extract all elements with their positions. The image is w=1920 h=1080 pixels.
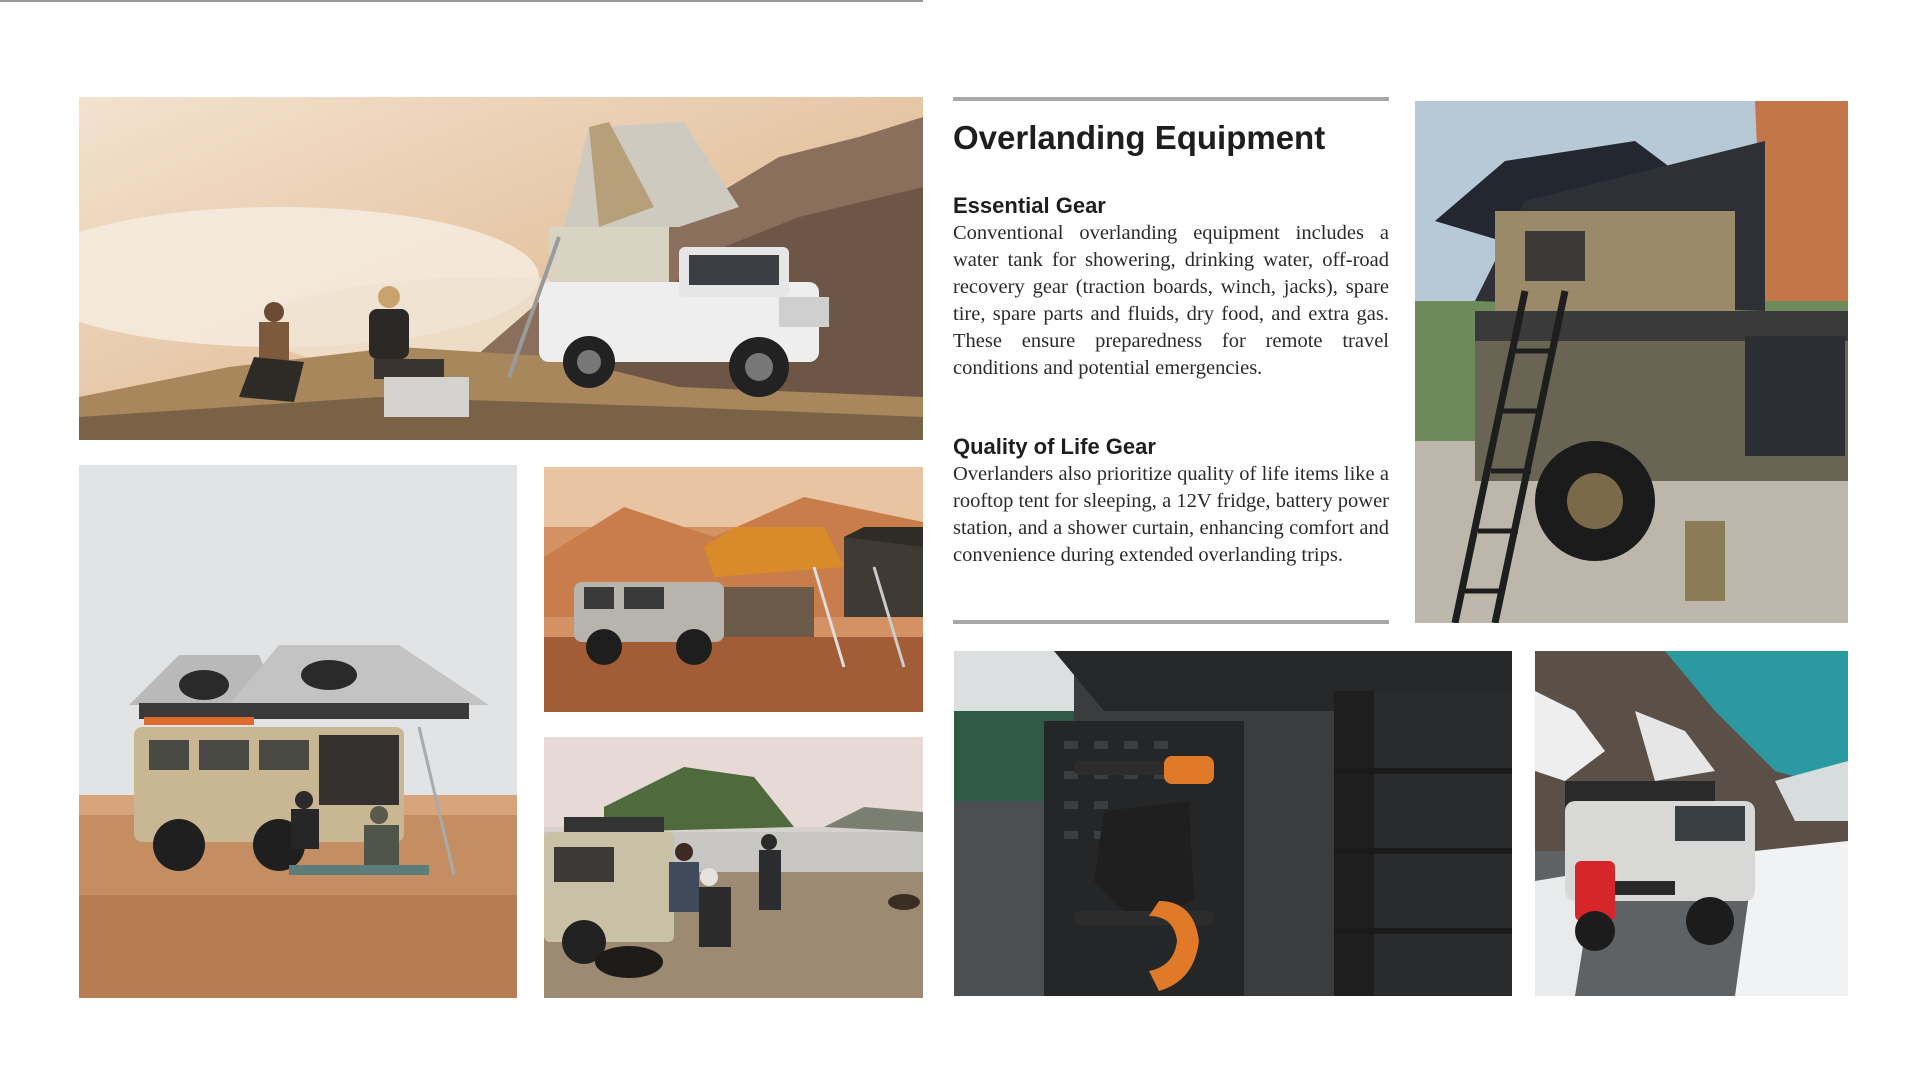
quality-of-life-heading: Quality of Life Gear xyxy=(953,434,1156,459)
text-bottom-rule xyxy=(953,620,1389,624)
photo-truck-clouds xyxy=(79,97,923,440)
text-panel xyxy=(953,97,1389,625)
essential-gear-body: Conventional overlanding equipment includes a water tank for showering, drinking water, off-road recovery gear (traction boards, winch, jacks), spare tire, spare parts and fluids, dry food, and extra gas. These ensure preparedness for remote travel conditions and potential emergencies. xyxy=(953,222,1389,379)
photo-snow-truck xyxy=(1535,651,1848,996)
photo-beach-camp xyxy=(544,737,923,998)
photo-defender-beach xyxy=(79,465,517,998)
photo-jeep-dunes xyxy=(544,467,923,712)
text-top-rule xyxy=(953,97,1389,101)
essential-gear-heading: Essential Gear xyxy=(953,193,1106,218)
photo-jeep-tent-open xyxy=(1415,101,1848,623)
quality-of-life-body: Overlanders also prioritize quality of life items like a rooftop tent for sleeping, a 12V fridge, battery power station, and a shower curtain, enhancing comfort and convenience during extended overlanding trips. xyxy=(953,463,1389,566)
photo-molle-panel xyxy=(954,651,1512,996)
page-title: Overlanding Equipment xyxy=(953,119,1326,156)
top-divider xyxy=(0,0,923,2)
